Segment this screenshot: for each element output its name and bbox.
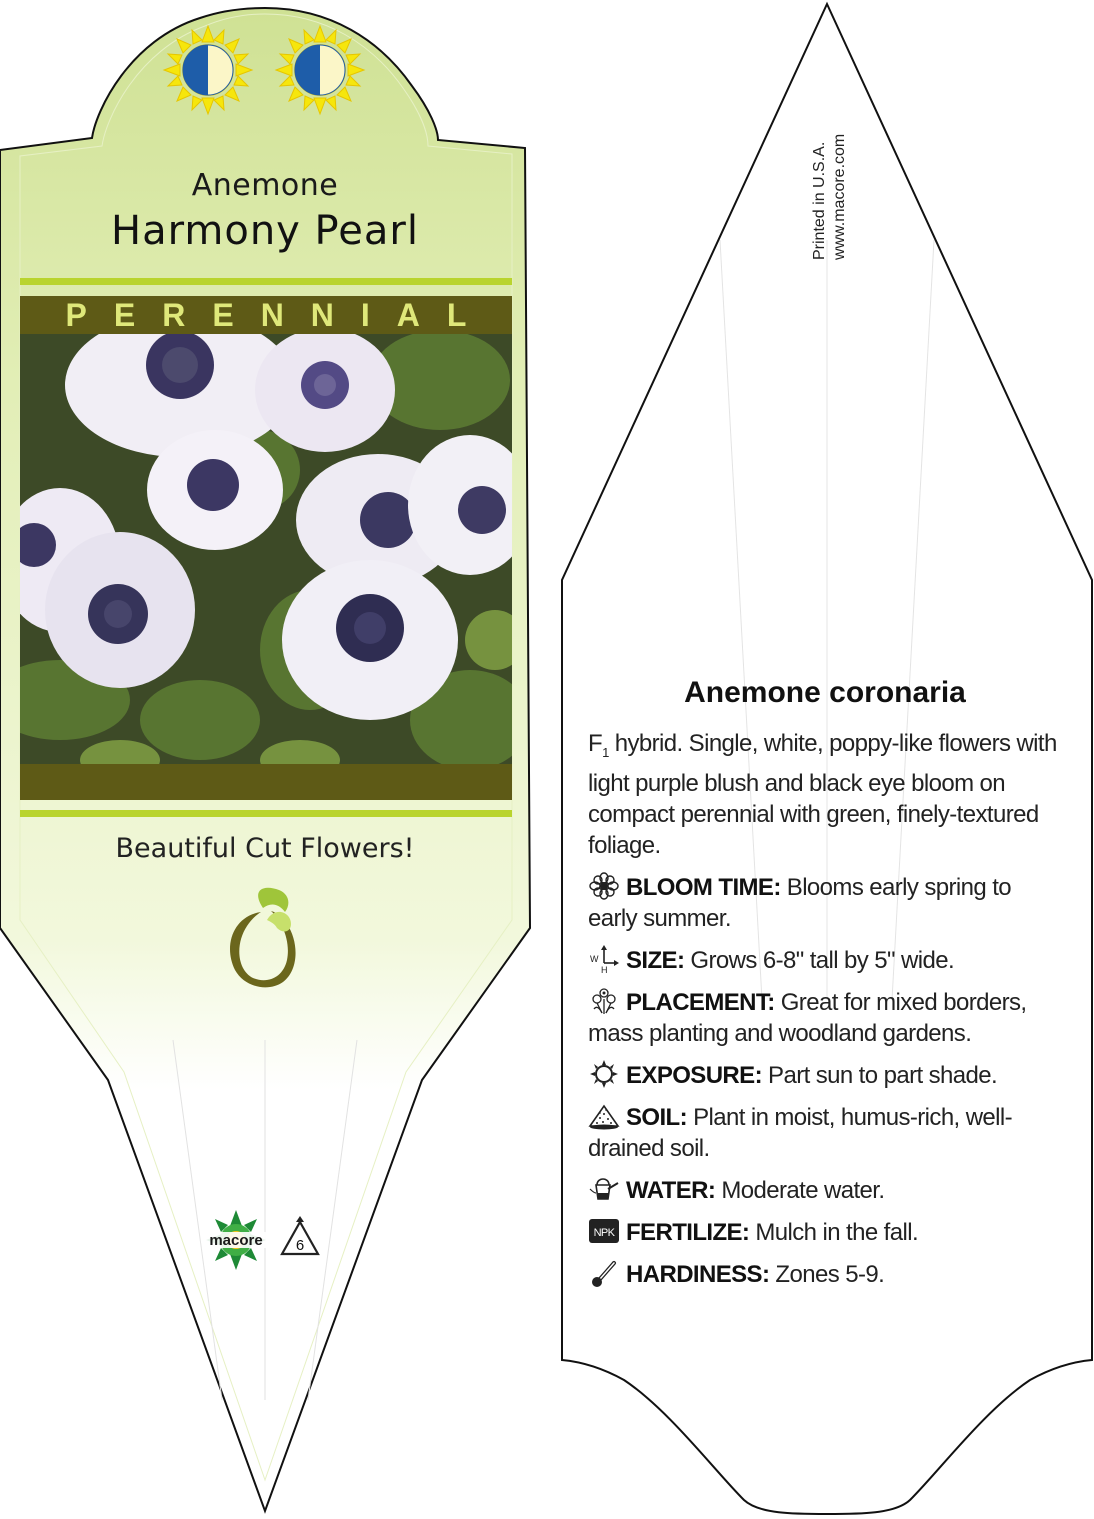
svg-text:H: H — [601, 964, 607, 973]
svg-text:W: W — [590, 953, 598, 964]
care-item-bloom-time: BLOOM TIME: Blooms early spring to early summer. — [588, 873, 1012, 932]
printed-in: Printed in U.S.A. — [811, 141, 828, 260]
care-item-hardiness: HARDINESS: Zones 5-9. — [588, 1259, 1058, 1290]
anemone-flower — [282, 560, 458, 720]
plant-photo — [0, 313, 532, 780]
care-item-fertilize: NPK FERTILIZE: Mulch in the fall. — [588, 1217, 1058, 1248]
front-accent-line-bottom — [20, 810, 512, 817]
thermometer-icon — [588, 1259, 620, 1287]
plant-genus: Anemone — [191, 168, 339, 203]
part-sun-icon — [164, 26, 252, 114]
care-info — [588, 728, 1058, 1301]
soil-icon — [588, 1102, 620, 1130]
watering-can-icon — [588, 1175, 620, 1203]
anemone-flower — [255, 328, 395, 452]
care-item-exposure: EXPOSURE: Part sun to part shade. — [588, 1060, 1058, 1091]
npk-icon — [588, 1217, 620, 1245]
description: $F_1$ hybrid. Single, white, poppy-like flowers with light purple blush and black eye bloom on compact perennial with green, finely-textured foliage. — [588, 730, 1057, 859]
macore-logo-text: macore — [209, 1232, 263, 1249]
photo-bottom-band — [20, 764, 512, 800]
care-item-water: WATER: Moderate water. — [588, 1175, 1058, 1206]
size-icon — [588, 945, 620, 973]
anemone-flower — [147, 430, 283, 550]
tagline: Beautiful Cut Flowers! — [115, 833, 415, 864]
sun-icon — [588, 1060, 620, 1088]
part-sun-icon — [276, 26, 364, 114]
placement-icon — [588, 987, 620, 1015]
care-item-placement: PLACEMENT: Great for mixed borders, mass planting and woodland gardens. — [588, 988, 1027, 1047]
botanical-name: Anemone coronaria — [684, 676, 966, 709]
anemone-flower — [45, 532, 195, 688]
front-accent-line-top — [20, 278, 512, 285]
plant-variety: Harmony Pearl — [111, 208, 419, 254]
recycle-code: 6 — [295, 1237, 305, 1254]
care-item-size: W H SIZE: Grows 6-8" tall by 5" wide. — [590, 946, 955, 974]
printer-info — [810, 60, 860, 260]
svg-text:NPK: NPK — [593, 1226, 615, 1239]
care-item-soil: SOIL: Plant in moist, humus-rich, well-drained soil. — [588, 1103, 1013, 1162]
flower-icon — [588, 872, 620, 900]
website: www.macore.com — [831, 133, 848, 260]
plant-category: PERENNIAL — [65, 297, 494, 333]
